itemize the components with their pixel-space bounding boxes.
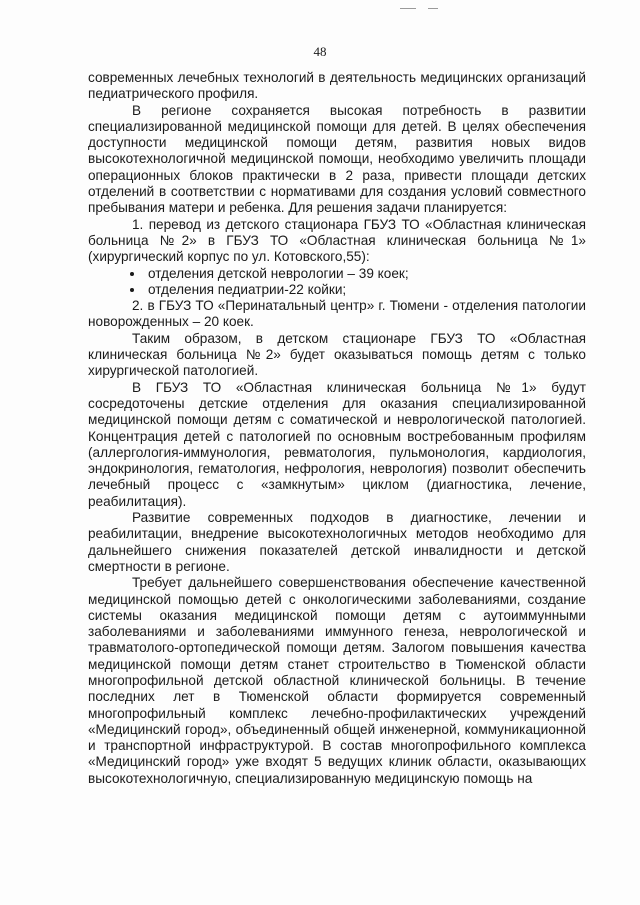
paragraph: Развитие современных подходов в диагностике, лечении и реабилитации, внедрение высокотехнологичных методов необходимо для дальнейшего снижения показателей детской инвалидности и детской смертности в регионе. [88,510,586,574]
bullet-text: отделения педиатрии-22 койки; [148,281,347,297]
bullet-item [88,266,586,282]
body-text [88,70,586,787]
bullet-icon [130,288,134,292]
scan-mark [428,8,438,9]
paragraph: современных лечебных технологий в деятельность медицинских организаций педиатрического профиля. [88,70,586,102]
paragraph: Таким образом, в детском стационаре ГБУЗ ТО «Областная клиническая больница №2» будет оказываться помощь детям с только хирургической патологией. [88,330,586,379]
page-number: 48 [313,44,327,59]
paragraph: В ГБУЗ ТО «Областная клиническая больница №1» будут сосредоточены детские отделения для оказания специализированной медицинской помощи детям с соматической и неврологической патологией. Концентрация детей с патологией по основным востребованным профилям (аллергология-иммунология, ревматология, пульмонология, кардиология, эндокринология, гематология, нефрология, неврология) позволит обеспечить лечебный процесс с «замкнутым» циклом (диагностика, лечение, реабилитация). [88,379,586,509]
numbered-item: 1. перевод из детского стационара ГБУЗ ТО «Областная клиническая больница №2» в ГБУЗ ТО «Областная клиническая больница №1» (хирургический корпус по ул. Котовского,55): [88,216,586,265]
paragraph: В регионе сохраняется высокая потребность в развитии специализированной медицинской помощи для детей. В целях обеспечения доступности медицинской помощи детям, развития новых видов высокотехнологичной медицинской помощи, необходимо увеличить площади операционных блоков практически в 2 раза, привести площади детских отделений в соответствии с нормативами для создания условий совместного пребывания матери и ребенка. Для решения задачи планируется: [88,102,586,216]
bullet-item [88,282,586,298]
bullet-list [88,266,586,299]
bullet-icon [130,272,134,276]
paragraph: Требует дальнейшего совершенствования обеспечение качественной медицинской помощью детей с онкологическими заболеваниями, создание системы оказания медицинской помощи детям с аутоиммунными заболеваниями и заболеваниями иммунного генеза, неврологической и травматолого-ортопедической помощи детям. Залогом повышения качества медицинской помощи детям станет строительство в Тюменской области многопрофильной детской областной клинической больницы. В течение последних лет в Тюменской области формируется современный многопрофильный комплекс лечебно-профилактических учреждений «Медицинский город», объединенный общей инженерной, коммуникационной и транспортной инфраструктурой. В состав многопрофильного комплекса «Медицинский город» уже входят 5 ведущих клиник области, оказывающих высокотехнологичную, специализированную медицинскую помощь на [88,575,586,786]
scan-mark [400,8,416,9]
bullet-text: отделения детской неврологии – 39 коек; [148,265,409,281]
numbered-item: 2. в ГБУЗ ТО «Перинатальный центр» г. Тюмени - отделения патологии новорожденных – 20 коек. [88,298,586,330]
